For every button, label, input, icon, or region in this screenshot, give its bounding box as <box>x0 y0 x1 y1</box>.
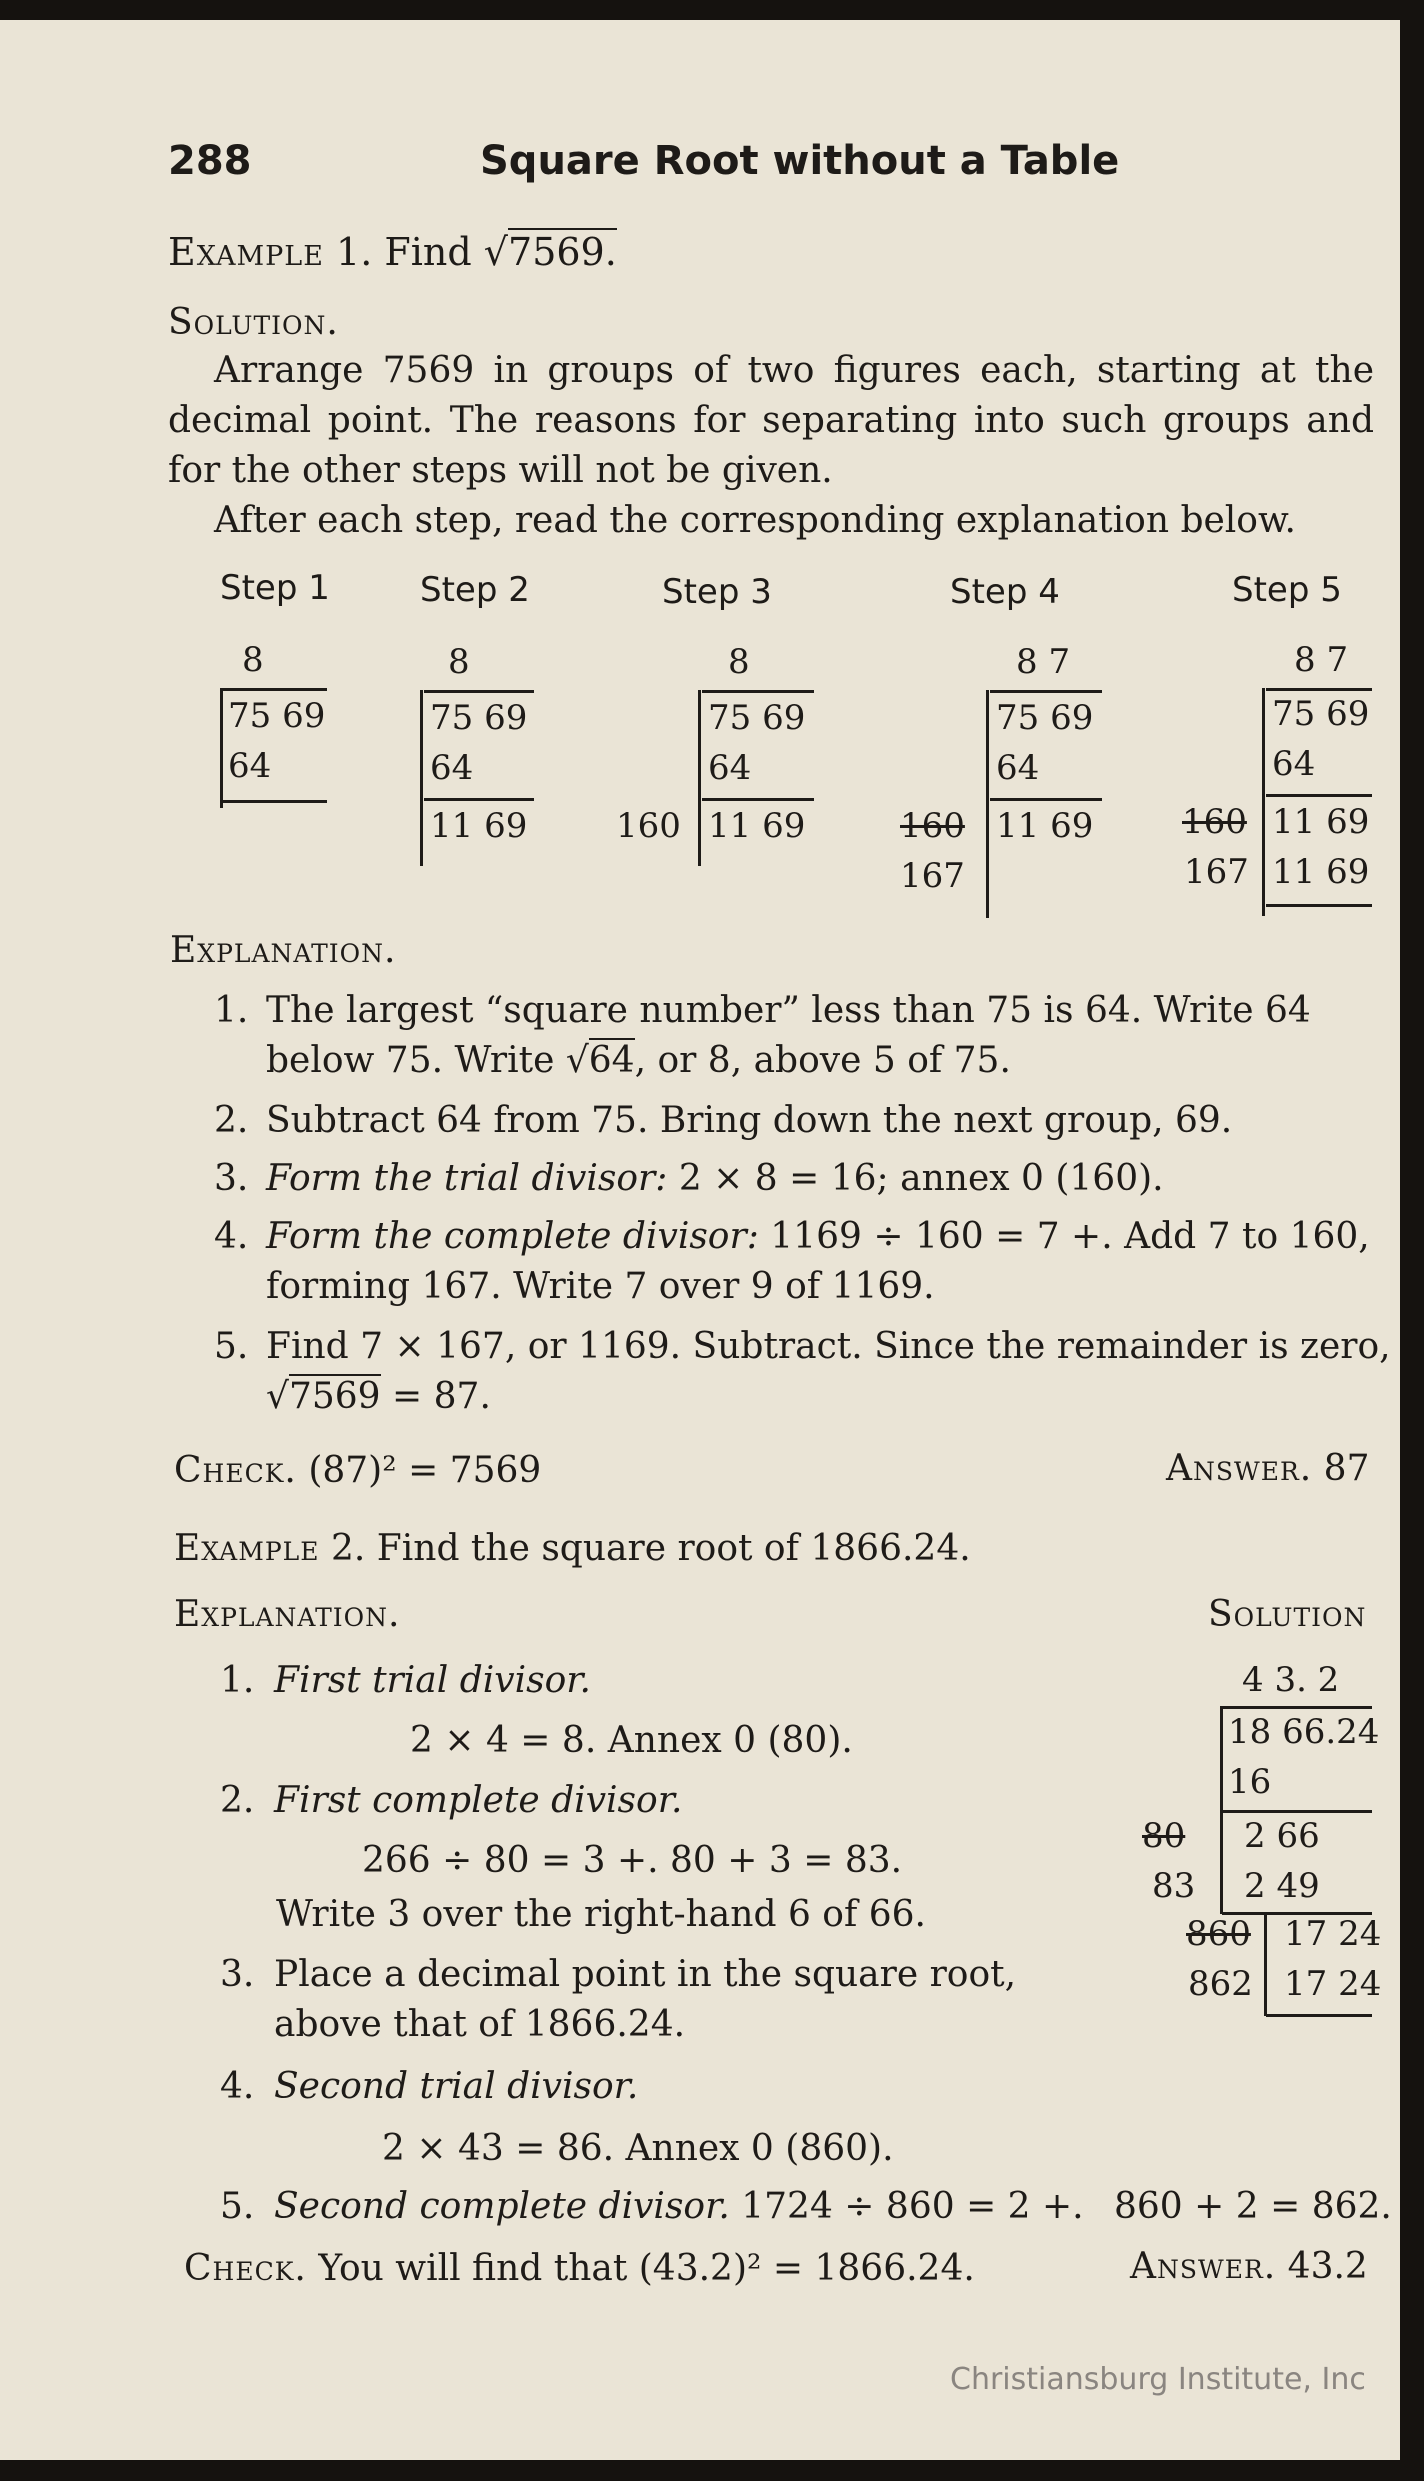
exp-5-line2: √7569 = 87. <box>266 1376 491 1417</box>
exp-1-line1: The largest “square number” less than 75 is 64. Write 64 <box>266 990 1311 1031</box>
intro-line-2: decimal point. The reasons for separating into such groups and <box>168 400 1374 441</box>
ex2-item3-line2: above that of 1866.24. <box>274 2004 686 2045</box>
ex2-item1-sub: 2 × 4 = 8. Annex 0 (80). <box>410 1720 853 1761</box>
solution-label: Solution. <box>168 302 339 343</box>
ex2-row: 2 66 <box>1244 1816 1320 1856</box>
ex2-item1-title: First trial divisor. <box>274 1660 591 1701</box>
step-5-divisor: 167 <box>1184 852 1249 892</box>
step-5-row: 75 69 <box>1272 694 1370 734</box>
exp-num: 1. <box>214 990 249 1031</box>
page-title: Square Root without a Table <box>480 138 1120 184</box>
step-4-row: 64 <box>996 748 1040 788</box>
ex2-num: 5. <box>220 2186 255 2227</box>
ex2-struck-divisor: 860 <box>1186 1914 1251 1954</box>
step-4-title: Step 4 <box>950 572 1060 612</box>
page-number: 288 <box>168 138 252 184</box>
ex2-item5-line: Second complete divisor. 1724 ÷ 860 = 2 +. <box>274 2186 1084 2227</box>
ex2-quotient: 4 3. 2 <box>1242 1660 1340 1700</box>
step-2-row: 64 <box>430 748 474 788</box>
ex2-item2-title: First complete divisor. <box>274 1780 683 1821</box>
step-5-quotient: 8 7 <box>1294 640 1349 680</box>
ex2-row: 18 66.24 <box>1228 1712 1380 1752</box>
step-5-row: 11 69 <box>1272 802 1370 842</box>
step-3-row: 75 69 <box>708 698 806 738</box>
step-3-title: Step 3 <box>662 572 772 612</box>
exp-num: 5. <box>214 1326 249 1367</box>
exp-num: 4. <box>214 1216 249 1257</box>
ex2-row: 17 24 <box>1284 1914 1382 1954</box>
exp-2-line1: Subtract 64 from 75. Bring down the next group, 69. <box>266 1100 1233 1141</box>
exp-1-line2: below 75. Write √64, or 8, above 5 of 75. <box>266 1040 1011 1081</box>
ex2-item2-sub2: Write 3 over the right-hand 6 of 66. <box>276 1894 926 1935</box>
exp-4-line2: forming 167. Write 7 over 9 of 1169. <box>266 1266 935 1307</box>
step-2-row: 11 69 <box>430 806 528 846</box>
answer-1: Answer. 87 <box>1166 1448 1370 1489</box>
step-4-row: 75 69 <box>996 698 1094 738</box>
step-2-title: Step 2 <box>420 570 530 610</box>
exp-4-line1: Form the complete divisor: 1169 ÷ 160 = 7 +. Add 7 to 160, <box>266 1216 1370 1257</box>
step-5-struck-divisor: 160 <box>1182 802 1247 842</box>
ex2-struck-divisor: 80 <box>1142 1816 1186 1856</box>
explanation-label: Explanation. <box>170 930 397 971</box>
ex2-divisor: 862 <box>1188 1964 1253 2004</box>
explanation-2-label: Explanation. <box>174 1594 401 1635</box>
step-5-row: 11 69 <box>1272 852 1370 892</box>
check-2: Check. You will find that (43.2)² = 1866.24. <box>184 2248 975 2289</box>
step-3-row: 64 <box>708 748 752 788</box>
step-3-divisor: 160 <box>616 806 681 846</box>
step-3-row: 11 69 <box>708 806 806 846</box>
step-2-quotient: 8 <box>448 642 470 682</box>
step-4-struck-divisor: 160 <box>900 806 965 846</box>
answer-2: Answer. 43.2 <box>1130 2246 1368 2287</box>
step-4-quotient: 8 7 <box>1016 642 1071 682</box>
ex2-row: 16 <box>1228 1762 1272 1802</box>
step-2-row: 75 69 <box>430 698 528 738</box>
book-page <box>0 20 1400 2460</box>
ex2-item2-sub: 266 ÷ 80 = 3 +. 80 + 3 = 83. <box>362 1840 903 1881</box>
step-1-quotient: 8 <box>242 640 264 680</box>
step-1-row: 64 <box>228 746 272 786</box>
exp-num: 2. <box>214 1100 249 1141</box>
exp-5-line1: Find 7 × 167, or 1169. Subtract. Since the remainder is zero, <box>266 1326 1391 1367</box>
step-5-row: 64 <box>1272 744 1316 784</box>
step-4-row: 11 69 <box>996 806 1094 846</box>
ex2-row: 17 24 <box>1284 1964 1382 2004</box>
ex2-num: 1. <box>220 1660 255 1701</box>
intro-line-3: for the other steps will not be given. <box>168 450 833 491</box>
intro-line-1: Arrange 7569 in groups of two figures each, starting at the <box>214 350 1374 391</box>
exp-3-line1: Form the trial divisor: 2 × 8 = 16; annex 0 (160). <box>266 1158 1164 1199</box>
solution-2-label: Solution <box>1208 1594 1367 1635</box>
exp-num: 3. <box>214 1158 249 1199</box>
watermark: Christiansburg Institute, Inc <box>950 2362 1366 2397</box>
ex2-item5-tail: 860 + 2 = 862. <box>1114 2186 1392 2227</box>
ex2-num: 4. <box>220 2066 255 2107</box>
ex2-row: 2 49 <box>1244 1866 1320 1906</box>
ex2-item4-sub: 2 × 43 = 86. Annex 0 (860). <box>382 2128 894 2169</box>
example1-heading: Example 1. Find √7569. <box>168 230 617 274</box>
check-1: Check. (87)² = 7569 <box>174 1450 542 1491</box>
step-1-title: Step 1 <box>220 568 330 608</box>
step-3-quotient: 8 <box>728 642 750 682</box>
example2-heading: Example 2. Find the square root of 1866.24. <box>174 1528 971 1569</box>
ex2-num: 3. <box>220 1954 255 1995</box>
ex2-divisor: 83 <box>1152 1866 1196 1906</box>
step-4-divisor: 167 <box>900 856 965 896</box>
ex2-item3-line1: Place a decimal point in the square root, <box>274 1954 1017 1995</box>
intro-line-4: After each step, read the corresponding explanation below. <box>214 500 1296 541</box>
step-1-row: 75 69 <box>228 696 326 736</box>
step-5-title: Step 5 <box>1232 570 1342 610</box>
ex2-num: 2. <box>220 1780 255 1821</box>
ex2-item4-title: Second trial divisor. <box>274 2066 639 2107</box>
